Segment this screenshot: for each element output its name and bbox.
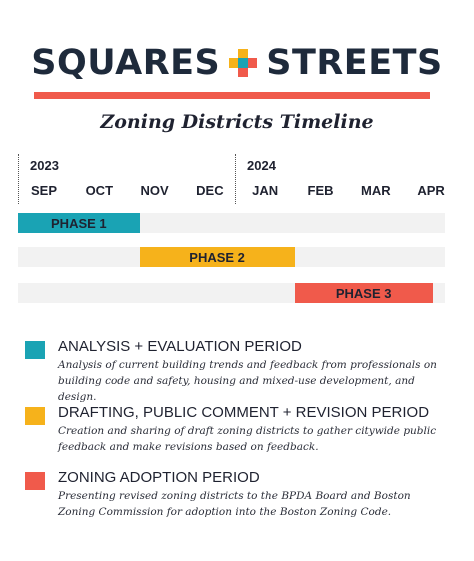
month-label-feb: FEB [307,183,334,198]
plus-icon [229,49,257,77]
month-label-mar: MAR [360,183,391,198]
legend-title-1: ANALYSIS + EVALUATION PERIOD [58,338,302,355]
legend-swatch-2 [25,407,45,425]
month-label-nov: NOV [140,183,169,198]
year-label-2023: 2023 [30,158,59,173]
legend-description-2: Creation and sharing of draft zoning districts to gather citywide public feedback and make revisions based on feedback. [58,425,437,453]
month-label-jan: JAN [252,183,279,198]
legend-title-3: ZONING ADOPTION PERIOD [58,469,260,486]
brand-logo [0,40,474,86]
legend-swatch-3 [25,472,45,490]
month-label-sep: SEP [30,183,57,198]
legend-title-2: DRAFTING, PUBLIC COMMENT + REVISION PERIOD [58,404,430,421]
legend-description-1: Analysis of current building trends and feedback from professionals on building code and safety, housing and mixed-use development, and design. [58,359,437,403]
legend-description-3: Presenting revised zoning districts to the BPDA Board and Boston Zoning Commission for adoption into the Boston Zoning Code. [58,490,411,518]
legend-swatch-1 [25,341,45,359]
page-title: Zoning Districts Timeline [100,111,374,133]
year-label-2024: 2024 [247,158,276,173]
month-label-dec: DEC [196,183,224,198]
phase-bar-1: PHASE 1 [18,213,140,233]
month-label-oct: OCT [85,183,114,198]
brand-word-left: SQUARES [31,43,221,83]
phase-bar-3: PHASE 3 [295,283,433,303]
brand-word-right: STREETS [266,43,443,83]
header-rule [34,92,430,99]
phase-bar-2: PHASE 2 [140,247,295,267]
month-label-apr: APR [417,183,445,198]
